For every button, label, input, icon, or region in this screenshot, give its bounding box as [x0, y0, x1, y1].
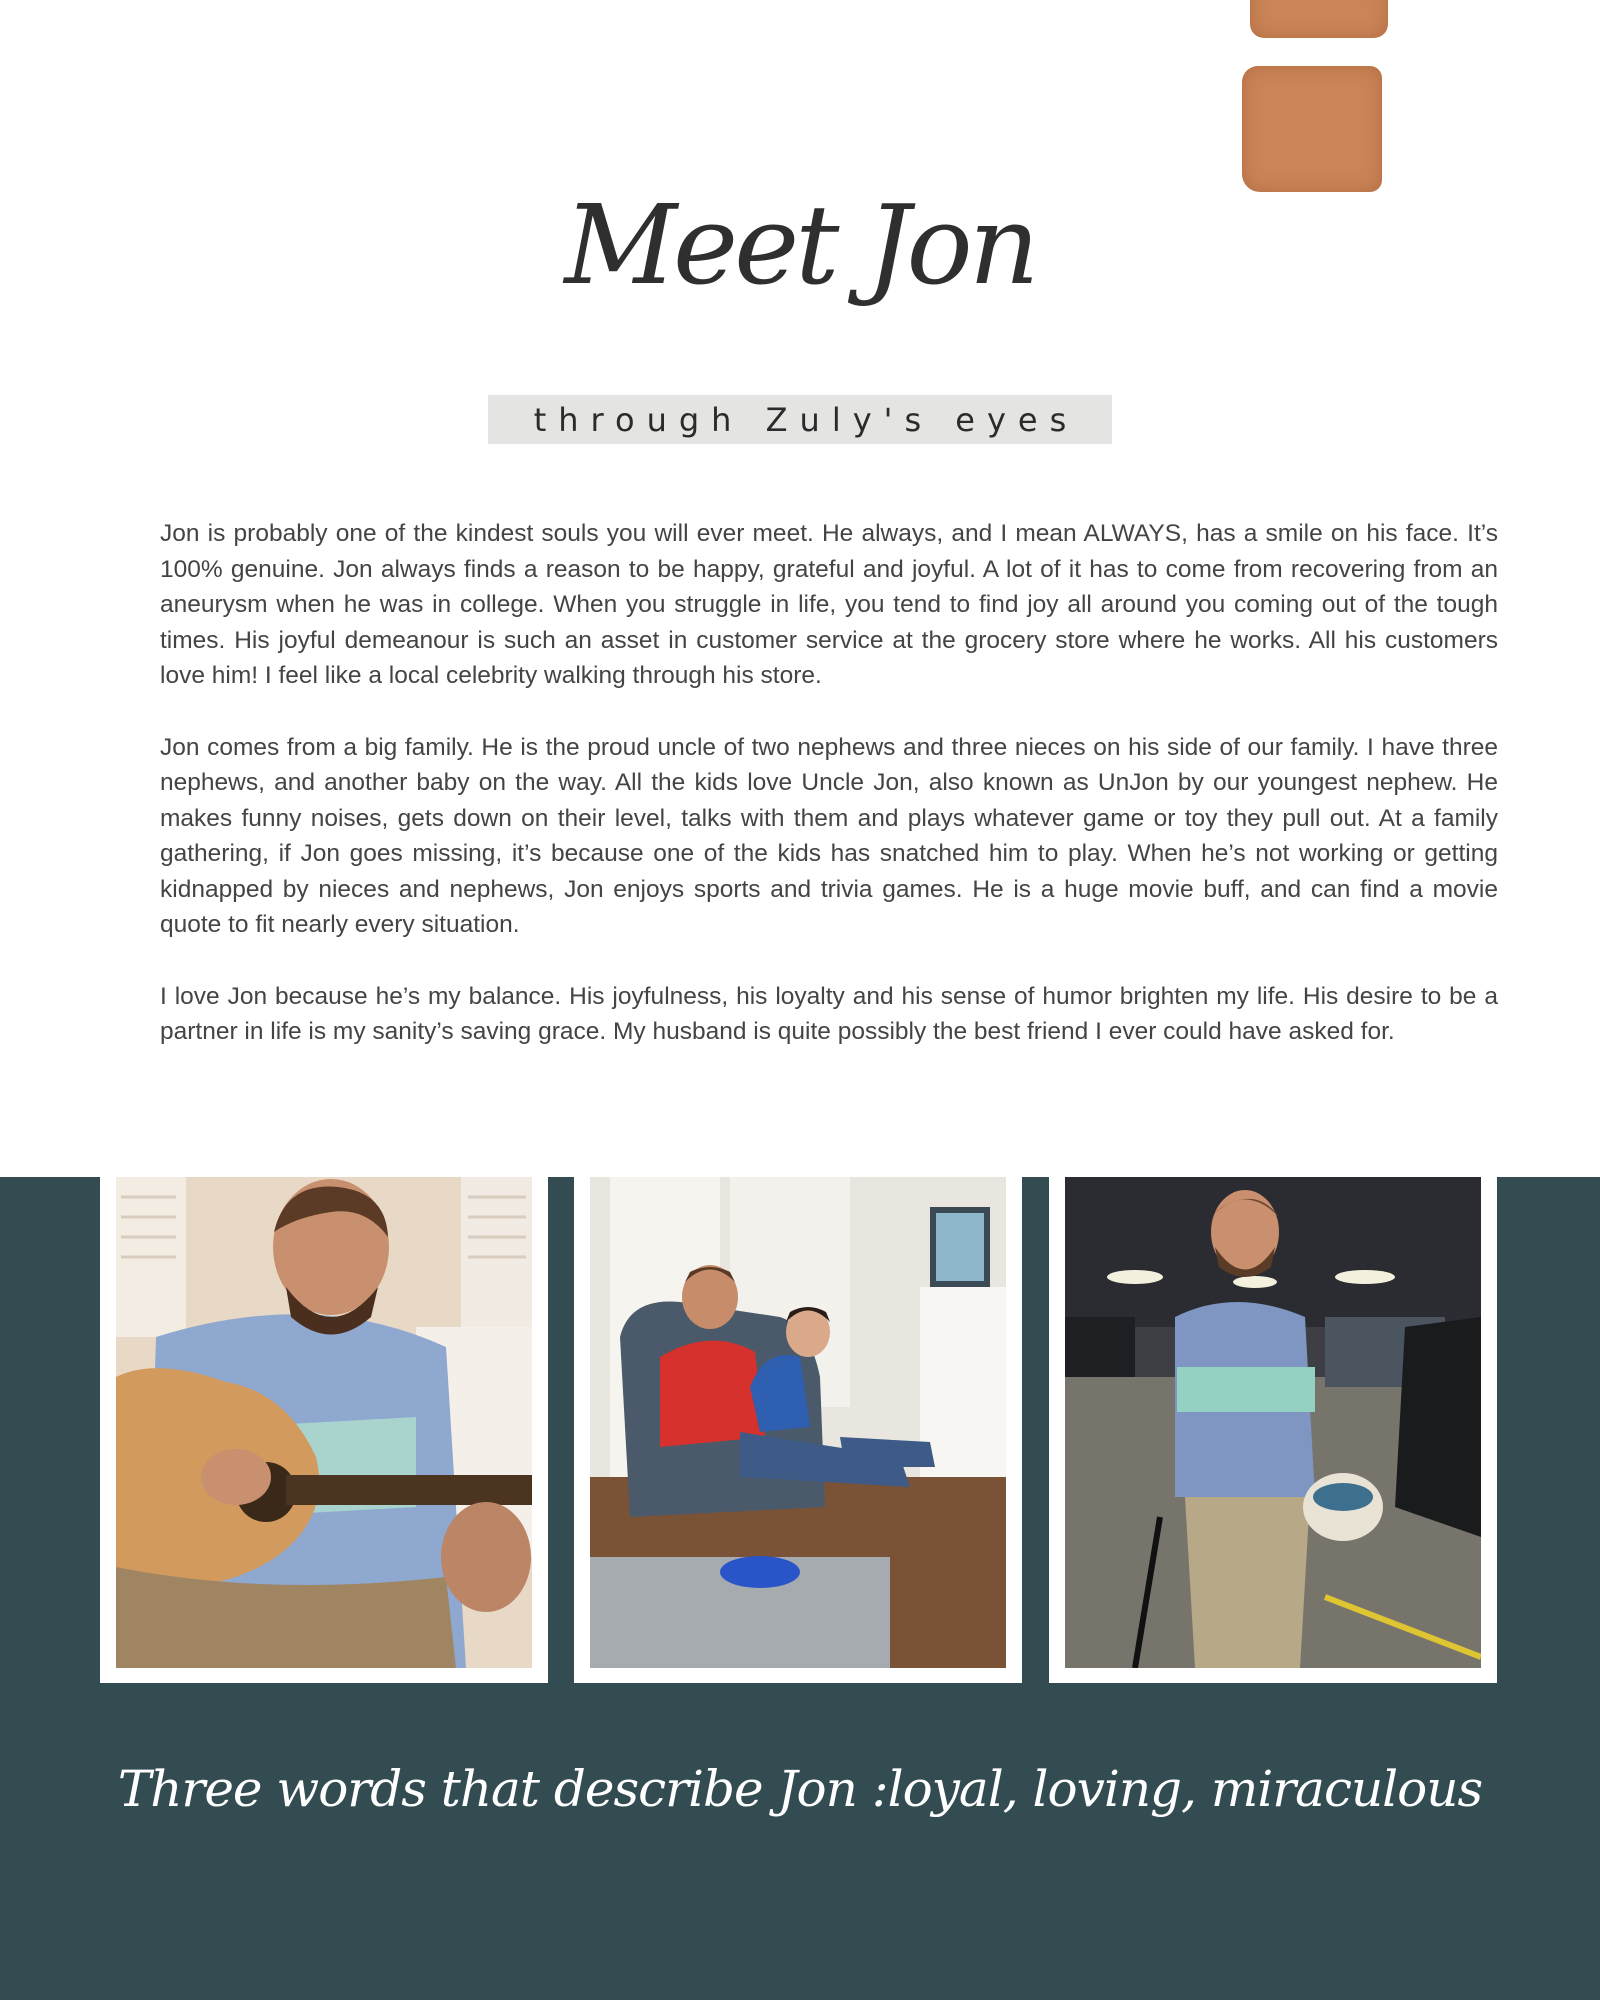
subtitle-banner [488, 395, 1112, 444]
article-body [160, 516, 1498, 1086]
paragraph-1: Jon is probably one of the kindest souls you will ever meet. He always, and I mean ALWAYS, has a smile on his face. It’s 100% genuine. Jon always finds a reason to be happy, grateful and joyful. A lot of it has to come from recovering from an aneurysm when he was in college. When you struggle in life, you tend to find joy all around you coming out of the tough times. His joyful demeanour is such an asset in customer service at the grocery store where he works. All his customers love him! I feel like a local celebrity walking through his store. [160, 520, 1498, 689]
photo-card-garage [1049, 1177, 1497, 1683]
photo-reading [590, 1177, 1006, 1668]
photo-card-guitar [100, 1177, 548, 1683]
page-subtitle: through Zuly's eyes [533, 400, 1079, 439]
photo-garage [1065, 1177, 1481, 1668]
paint-swatch-top [1250, 0, 1388, 38]
photo-card-reading [574, 1177, 1022, 1683]
page-title: Meet Jon [564, 181, 1036, 309]
footer-tagline: Three words that describe Jon :loyal, loving, miraculous [117, 1760, 1483, 1818]
photo-guitar [116, 1177, 532, 1668]
paragraph-2: Jon comes from a big family. He is the proud uncle of two nephews and three nieces on his side of our family. I have three nephews, and another baby on the way. All the kids love Uncle Jon, also known as UnJon by our youngest nephew. He makes funny noises, gets down on their level, talks with them and plays whatever game or toy they pull out. At a family gathering, if Jon goes missing, it’s because one of the kids has snatched him to play. When he’s not working or getting kidnapped by nieces and nephews, Jon enjoys sports and trivia games. He is a huge movie buff, and can find a movie quote to fit nearly every situation. [160, 733, 1498, 938]
paragraph-3: I love Jon because he’s my balance. His joyfulness, his loyalty and his sense of humor brighten my life. His desire to be a partner in life is my sanity’s saving grace. My husband is quite possibly the best friend I ever could have asked for. [160, 982, 1498, 1045]
paint-swatch-square [1242, 66, 1382, 192]
